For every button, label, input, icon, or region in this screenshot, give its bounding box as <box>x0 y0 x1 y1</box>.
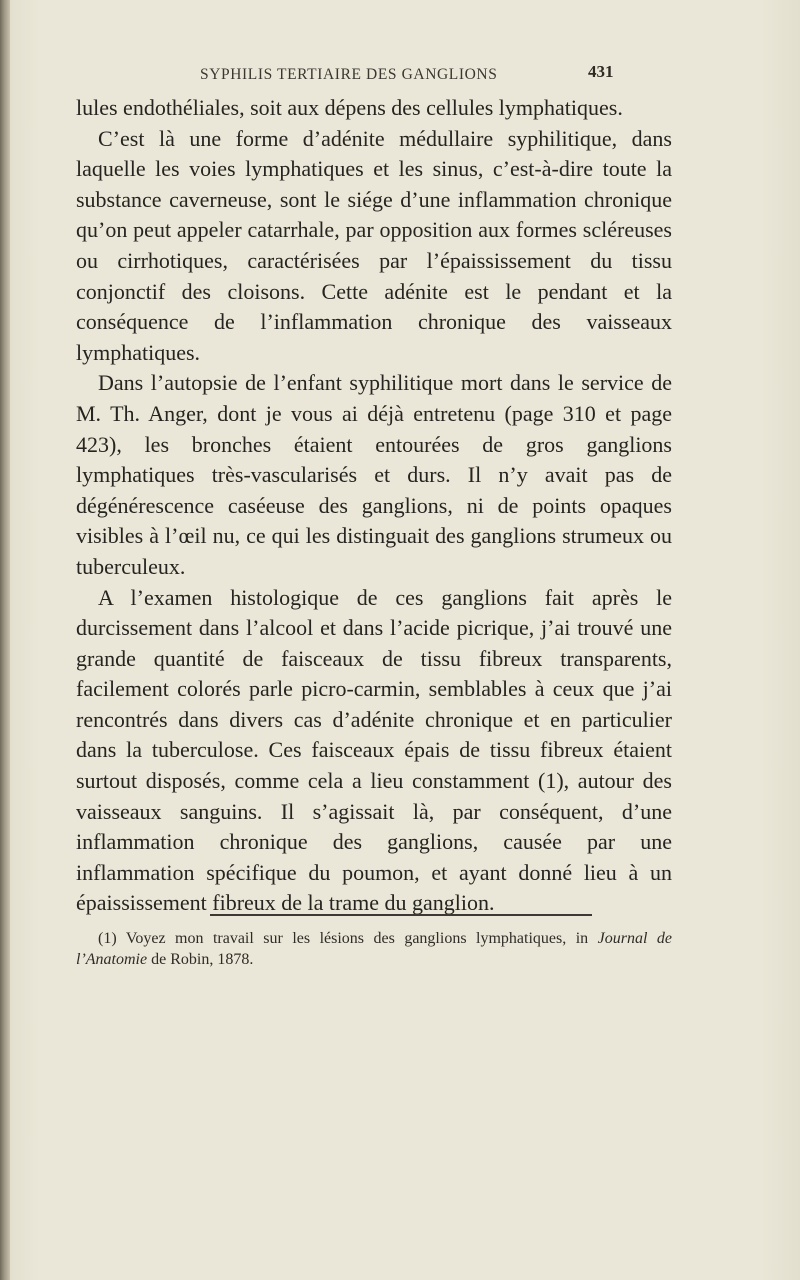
running-head: SYPHILIS TERTIAIRE DES GANGLIONS <box>200 66 498 83</box>
footnote-text-after: de Robin, 1878. <box>147 951 254 968</box>
paragraph: Dans l’autopsie de l’enfant syphilitique mort dans le service de M. Th. Anger, dont je vous ai déjà entretenu (page 310 et page 423), les bronches étaient entourées de gros ganglions lymphatiques très-vascularisés et durs. Il n’y avait pas de dégénérescence caséeuse des ganglions, ni de points opaques visibles à l’œil nu, ce qui les distinguait des ganglions strumeux ou tuberculeux. <box>76 370 672 579</box>
page-number: 431 <box>588 62 614 81</box>
footnote-text-before: (1) Voyez mon travail sur les lésions des ganglions lymphatiques, in <box>98 930 598 947</box>
paragraph: A l’examen histologique de ces ganglions fait après le durcissement dans l’alcool et dans l’acide picrique, j’ai trouvé une grande quantité de faisceaux de tissu fibreux transparents, facilement colorés parle picro-carmin, semblables à ceux que j’ai rencontrés dans divers cas d’adénite chronique et en particulier dans la tuberculose. Ces faisceaux épais de tissu fibreux étaient surtout disposés, comme cela a lieu constamment (1), autour des vaisseaux sanguins. Il s’agissait là, par conséquent, d’une inflammation chronique des ganglions, causée par une inflammation spécifique du poumon, et ayant donné lieu à un épaississement fibreux de la trame du ganglion. <box>76 584 672 916</box>
page-binding-edge <box>0 0 10 1280</box>
paragraph-continuation: lules endothéliales, soit aux dépens des cellules lymphatiques. <box>76 95 623 120</box>
footnote-separator <box>210 914 592 916</box>
footnote-text <box>76 928 672 970</box>
main-text <box>76 93 672 919</box>
paragraph: C’est là une forme d’adénite médullaire syphilitique, dans laquelle les voies lymphatiques et les sinus, c’est-à-dire toute la substance caverneuse, sont le siége d’une inflammation chronique qu’on peut appeler catarrhale, par opposition aux formes scléreuses ou cirrhotiques, caractérisées par l’épaississement du tissu conjonctif des cloisons. Cette adénite est le pendant et la conséquence de l’inflammation chronique des vaisseaux lymphatiques. <box>76 125 672 365</box>
footnote <box>76 928 672 970</box>
footnote-journal-title: Journal de l’Anatomie <box>76 930 672 968</box>
page-header <box>0 62 800 92</box>
